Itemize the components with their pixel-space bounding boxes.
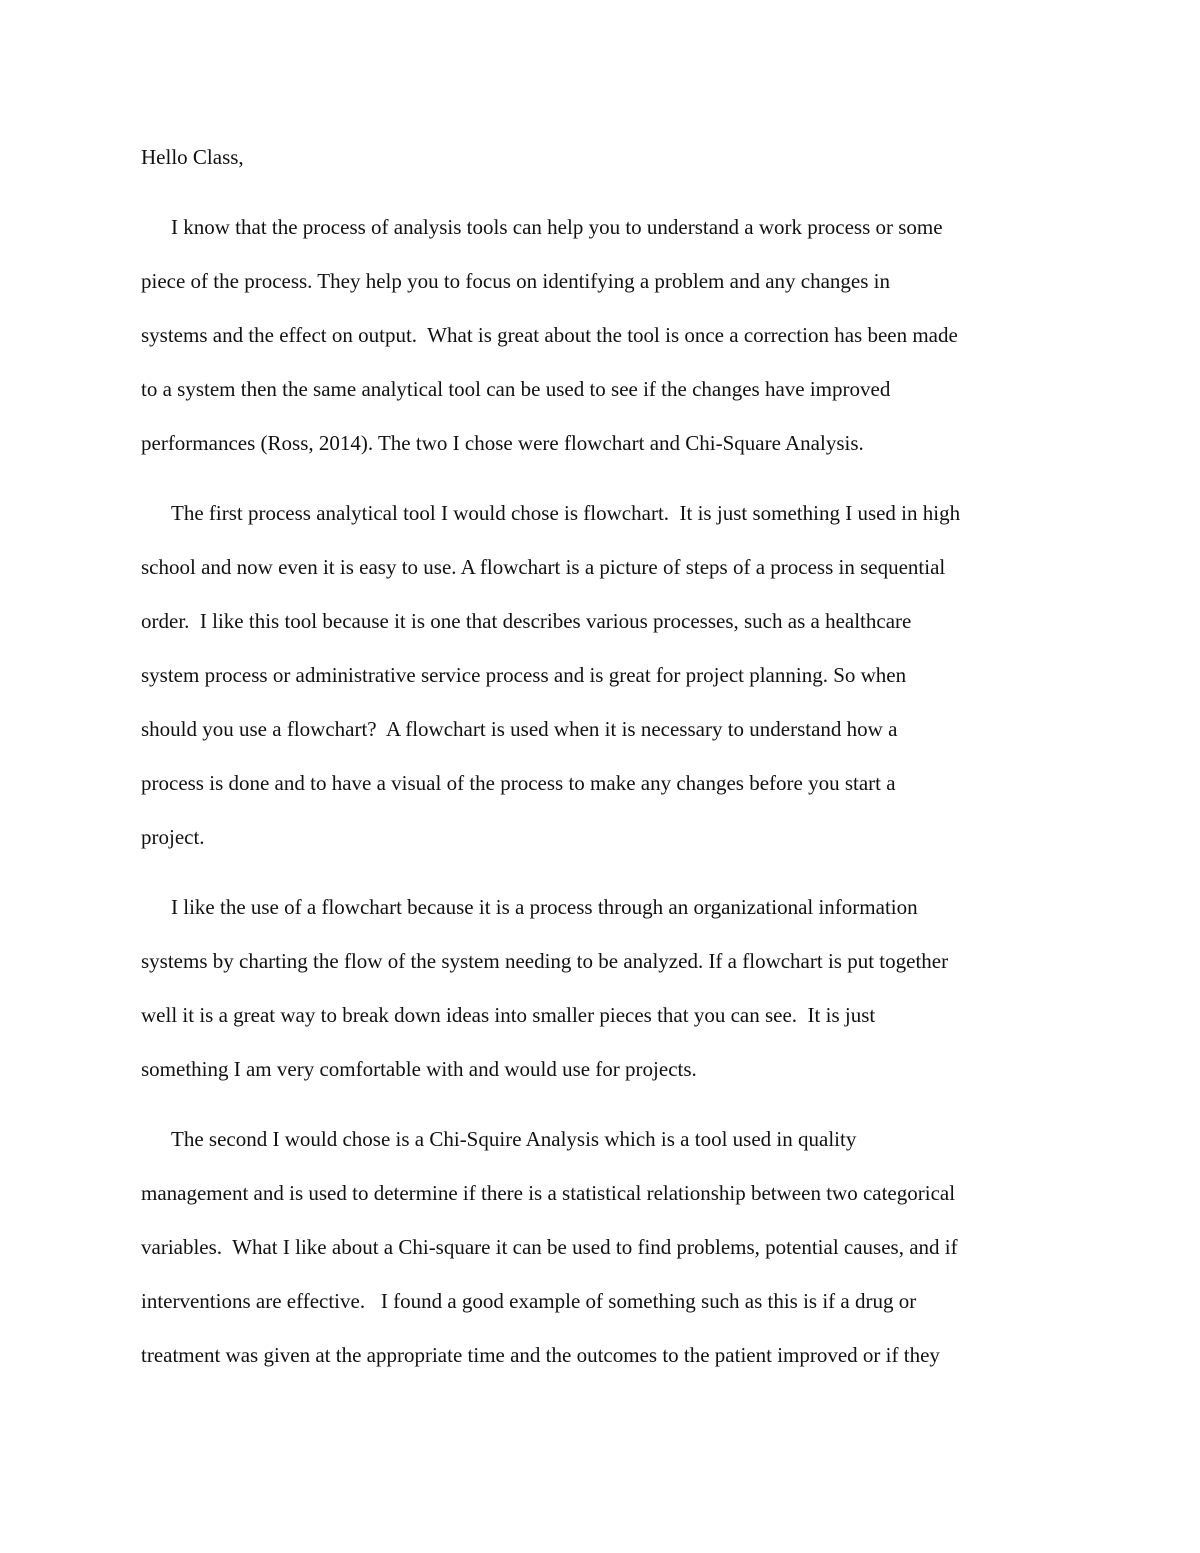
paragraph-line: project. xyxy=(141,825,205,849)
paragraph-line: variables. What I like about a Chi-square it can be used to find problems, potential causes, and if xyxy=(141,1235,958,1259)
paragraph-2 xyxy=(141,486,1071,864)
paragraph-line: well it is a great way to break down ideas into smaller pieces that you can see. It is just xyxy=(141,1003,876,1027)
greeting: Hello Class, xyxy=(141,145,244,169)
paragraph-line: The second I would chose is a Chi-Squire Analysis which is a tool used in quality xyxy=(171,1127,857,1151)
paragraph-line: treatment was given at the appropriate time and the outcomes to the patient improved or if they xyxy=(141,1343,940,1367)
paragraph-line: systems and the effect on output. What is great about the tool is once a correction has been made xyxy=(141,323,958,347)
paragraph-line: something I am very comfortable with and would use for projects. xyxy=(141,1057,697,1081)
paragraph-line: interventions are effective. I found a good example of something such as this is if a drug or xyxy=(141,1289,917,1313)
document-body xyxy=(141,130,1071,1382)
paragraph-line: systems by charting the flow of the system needing to be analyzed. If a flowchart is put together xyxy=(141,949,949,973)
paragraph-line: I know that the process of analysis tools can help you to understand a work process or some xyxy=(171,215,943,239)
paragraph-line: management and is used to determine if there is a statistical relationship between two categorical xyxy=(141,1181,956,1205)
paragraph-3 xyxy=(141,880,1071,1096)
paragraph-line: system process or administrative service process and is great for project planning. So when xyxy=(141,663,907,687)
paragraph-line: performances (Ross, 2014). The two I chose were flowchart and Chi-Square Analysis. xyxy=(141,431,864,455)
paragraph-line: I like the use of a flowchart because it is a process through an organizational information xyxy=(171,895,918,919)
paragraph-line: to a system then the same analytical tool can be used to see if the changes have improved xyxy=(141,377,891,401)
paragraph-line: order. I like this tool because it is one that describes various processes, such as a healthcare xyxy=(141,609,912,633)
paragraph-line: The first process analytical tool I would chose is flowchart. It is just something I used in high xyxy=(171,501,961,525)
paragraph-line: piece of the process. They help you to focus on identifying a problem and any changes in xyxy=(141,269,890,293)
paragraph-line: should you use a flowchart? A flowchart is used when it is necessary to understand how a xyxy=(141,717,898,741)
paragraph-4 xyxy=(141,1112,1071,1382)
paragraph-line: school and now even it is easy to use. A flowchart is a picture of steps of a process in sequential xyxy=(141,555,946,579)
paragraph-1 xyxy=(141,200,1071,470)
paragraph-line: process is done and to have a visual of the process to make any changes before you start a xyxy=(141,771,896,795)
